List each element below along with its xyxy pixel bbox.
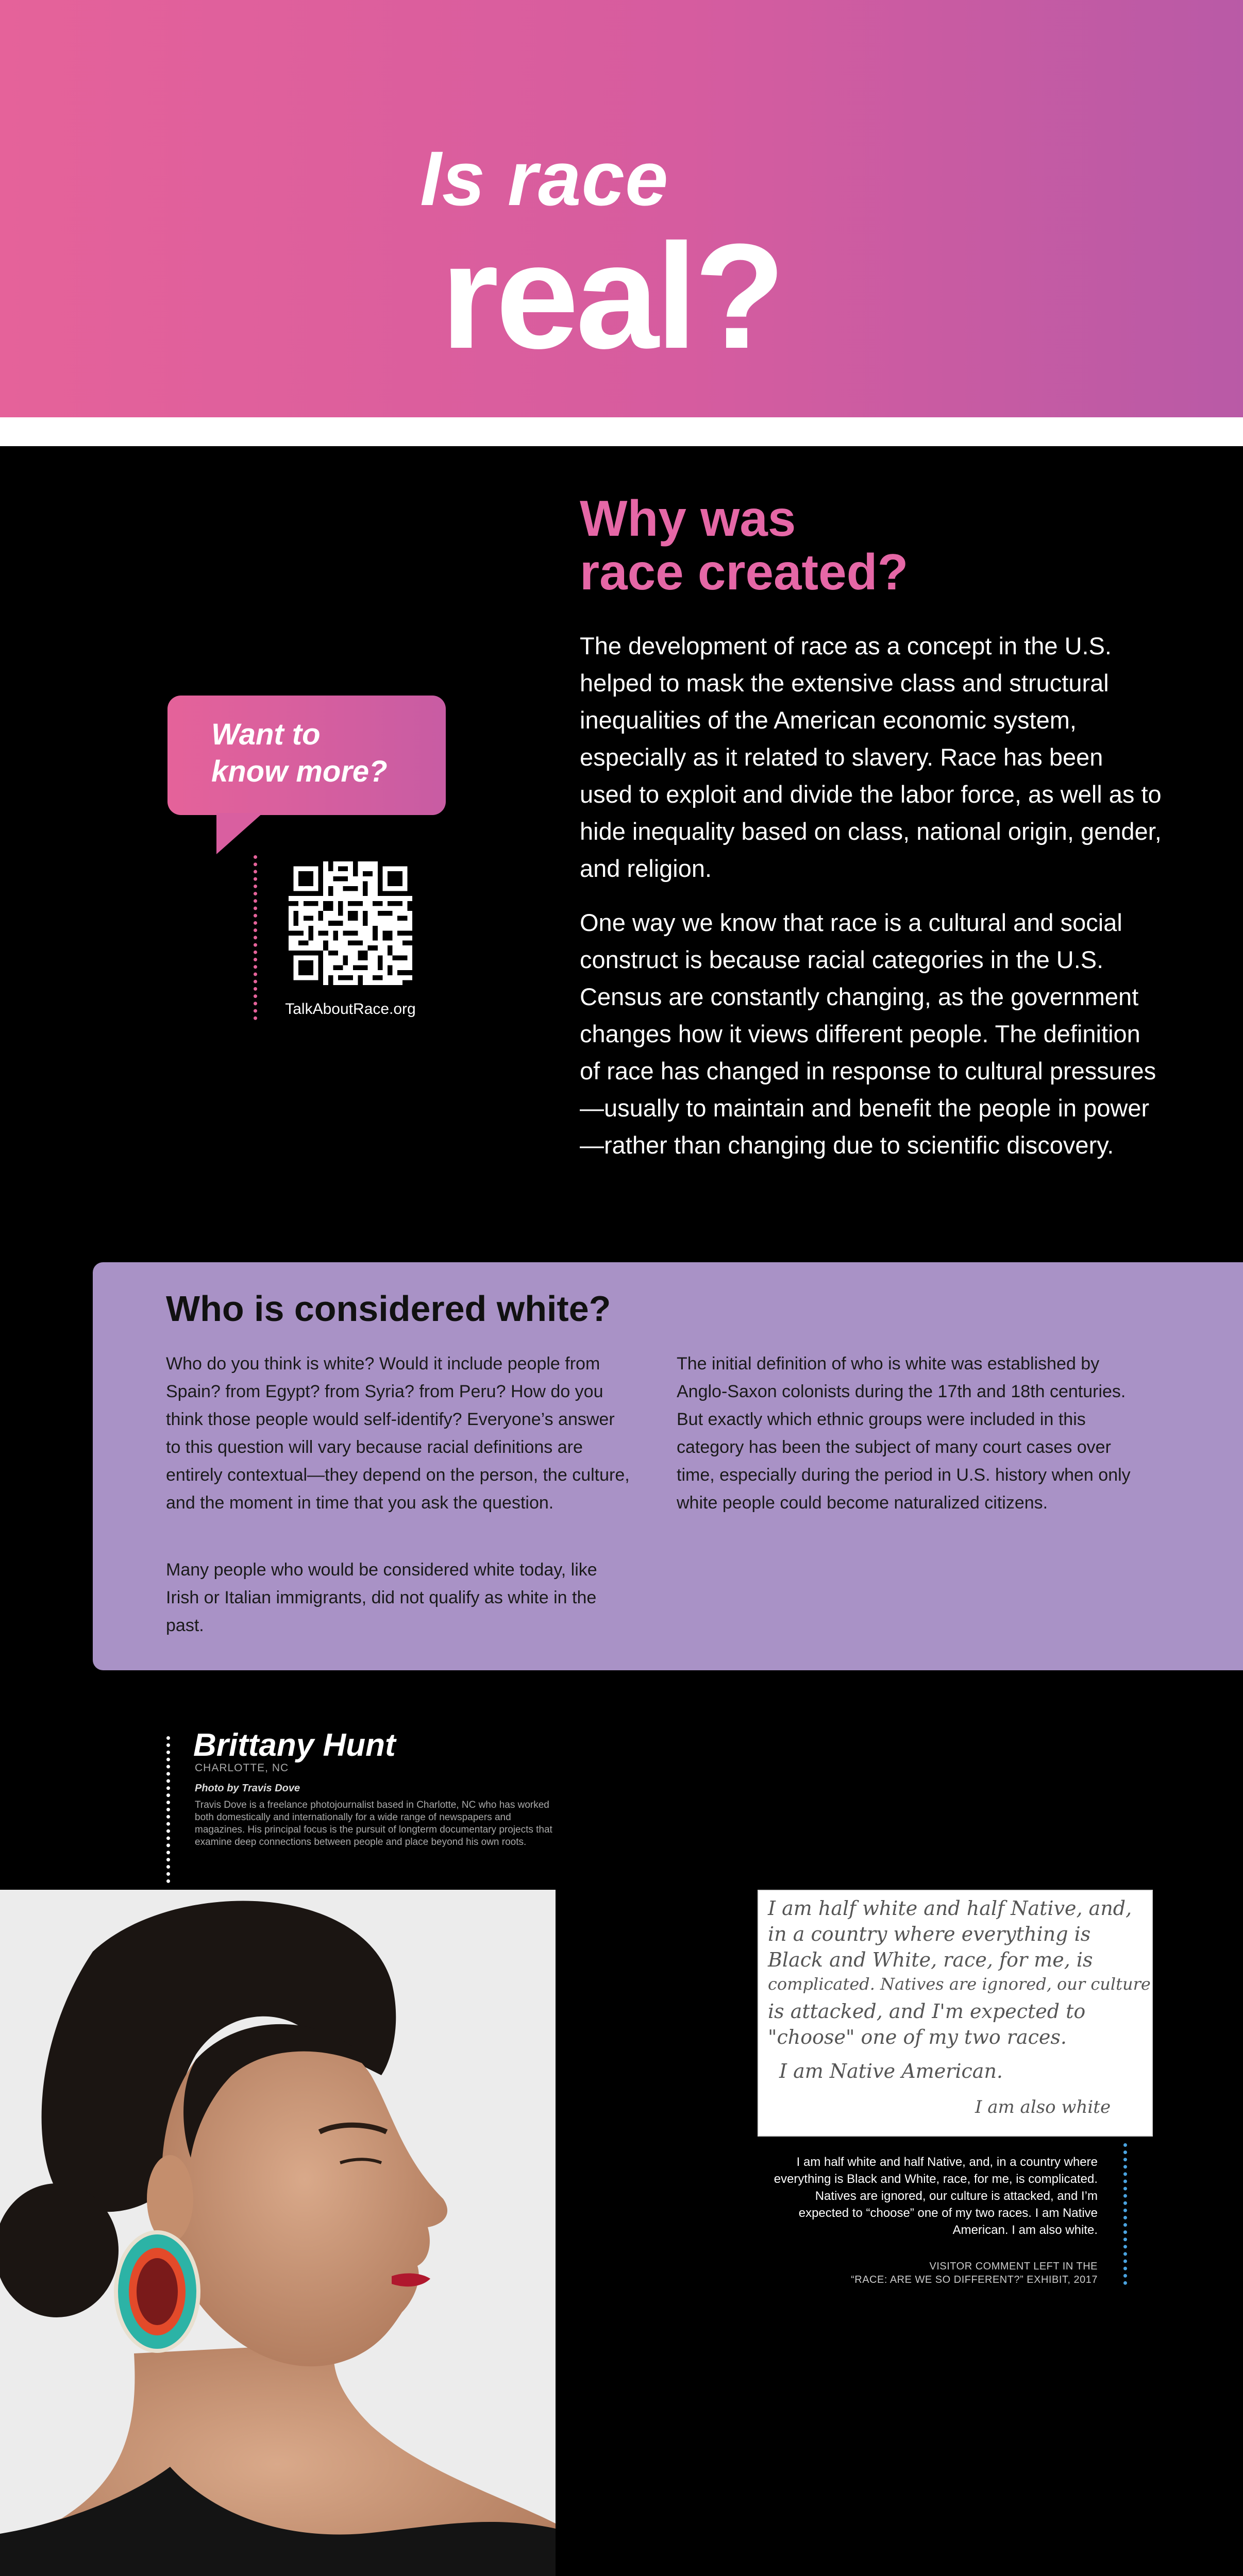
note-line: I am half white and half Native, and, xyxy=(768,1897,1132,1920)
dotted-connector xyxy=(254,855,257,1020)
white-paragraph-1: Who do you think is white? Would it include people from Spain? from Egypt? from Syria? from Peru? How do you think those people would self-identify? Everyone’s answer to this question will vary because racial definitions are entirely contextual—they depend on the person, the culture, and the moment in time that you ask the question. xyxy=(166,1354,630,1513)
portrait-photo xyxy=(0,1890,556,2576)
profile-name: Brittany Hunt xyxy=(193,1727,396,1763)
handwritten-note-card xyxy=(758,1890,1153,2137)
quote-dotted-rule xyxy=(1123,2143,1127,2285)
quote-source xyxy=(763,2260,1098,2286)
bubble-line2: know more? xyxy=(211,755,388,788)
divider-band xyxy=(0,417,1243,446)
why-paragraph-1: The development of race as a concept in the U.S. helped to mask the extensive class and structural inequalities of the American economic system, especially as it related to slavery. Race has been used to exploit and divide the labor force, as well as to hide inequality based on class, national origin, gender, and religion. xyxy=(580,632,1162,882)
bubble-line1: Want to xyxy=(211,718,321,751)
white-paragraph-3: The initial definition of who is white was established by Anglo-Saxon colonists during the 17th and 18th centuries. But exactly which ethnic groups were included in this category has been the subject of many court cases over time, especially during the period in U.S. history when only white people could become naturalized citizens. xyxy=(677,1354,1131,1513)
headline-line1: Is race xyxy=(420,135,669,222)
note-line: I am Native American. xyxy=(779,2060,1003,2082)
note-line: I am also white xyxy=(975,2097,1111,2117)
profile-dotted-rule xyxy=(166,1736,170,1883)
photo-credit: Photo by Travis Dove xyxy=(195,1783,300,1794)
white-paragraph-2: Many people who would be considered white today, like Irish or Italian immigrants, did not qualify as white in the past. xyxy=(166,1560,597,1635)
speech-bubble-tail xyxy=(216,813,263,854)
why-heading-line1: Why was xyxy=(580,490,796,547)
photographer-bio: Travis Dove is a freelance photojournalist based in Charlotte, NC who has worked both domestically and internationally for a wide range of newspapers and magazines. His principal focus is the pursuit of longterm documentary projects that examine deep connections between people and place beyond his own roots. xyxy=(195,1800,552,1848)
note-line: Black and White, race, for me, is xyxy=(768,1948,1093,1971)
profile-location: CHARLOTTE, NC xyxy=(195,1762,289,1774)
note-line: is attacked, and I'm expected to xyxy=(768,2000,1086,2023)
why-paragraph-2: One way we know that race is a cultural and social construct is because racial categories in the U.S. Census are constantly changing, as the government changes how it views different people. The definition of race has changed in response to cultural pressures—usually to maintain and benefit the people in power—rather than changing due to scientific discovery. xyxy=(580,909,1156,1159)
qr-code-icon[interactable] xyxy=(289,861,412,985)
quote-source-line1: VISITOR COMMENT LEFT IN THE xyxy=(929,2261,1098,2272)
note-transcription: I am half white and half Native, and, in a country where everything is Black and White, race, for me, is complicated. Natives are ignored, our culture is attacked, and I’m expected to “choose” one of my two races. I am Native American. I am also white. xyxy=(774,2155,1098,2237)
why-heading xyxy=(580,492,908,599)
website-link[interactable]: TalkAboutRace.org xyxy=(285,1001,416,1018)
note-line: "choose" one of my two races. xyxy=(768,2026,1067,2048)
why-heading-line2: race created? xyxy=(580,543,909,600)
white-heading: Who is considered white? xyxy=(166,1289,611,1329)
speech-bubble-text xyxy=(211,716,428,790)
quote-source-line2: “RACE: ARE WE SO DIFFERENT?” EXHIBIT, 2017 xyxy=(851,2274,1098,2285)
note-line: in a country where everything is xyxy=(768,1923,1091,1945)
headline-line2: real? xyxy=(441,213,783,380)
note-line: complicated. Natives are ignored, our culture xyxy=(768,1974,1151,1994)
